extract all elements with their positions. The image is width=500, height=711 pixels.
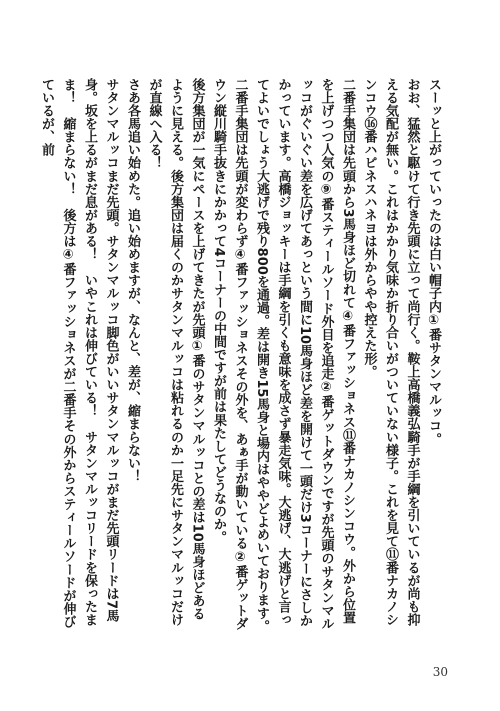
paragraph-6: さあ各馬追い始めた。追い始めますが、なんと、差が、縮まらない！ [125, 78, 140, 483]
paragraph-1: スーッと上がっていったのは白い帽子内①番サタンマルッコ。 [426, 78, 441, 446]
paragraph-7: サタンマルッコまだ先頭。サタンマルッコ脚色がいいサタンマルッコがまだ先頭リードは7馬身。坂を上るがまだ息がある！ いやこれは伸びている！ サタンマルッコリードを保ったまま！ 縮まらない！ 後方は④番ファッショネスが二番手その外からスティールソードが伸びているが、前 [39, 78, 119, 629]
page-number: 30 [432, 665, 448, 679]
paragraph-2: おお、猛然と駆けて行き先頭に立って尚行く。鞍上高橋義弘騎手が手綱を引いているが尚も抑える気配が無い。これはかかり気味か折り合いがついていない様子。これを見て⑪番ナカノシンコウ⑯番ハピネスハネヨは外からやや控えた形。 [361, 78, 420, 627]
vertical-text-body [36, 78, 445, 633]
paragraph-5: 後方集団が一気にペースを上げてきたが先頭①番のサタンマルッコとの差は10馬身ほどあるように見える。後方集団は届くのかサタンマルッコは粘れるのか一足先にサタンマルッコだけが直線へ入る！ [146, 78, 205, 627]
paragraph-3: 二番手集団は先頭から3馬身ほど切れて④番ファッショネス⑪番ナカノシンコウ。外から位置を上げつつ人気の⑨番スティールソード外目を追走②番ゲットダウンですが先頭のサタンマルッコがぐいぐい差を広げてあっという間に10馬身ほど差を開けて一頭だけ3コーナーにさしかかっています。高橋ジョッキーは手綱を引くも意味を成さず暴走気味。大逃げ、大逃げと言ってよいでしょう大逃げで残り800を通過。差は開き15馬身と場内はややどよめいております。 [254, 78, 355, 633]
paragraph-4: 二番手集団は先頭が変わらず④番ファッショネスその外を、あぁ手が動いている②番ゲットダウン縦川騎手抜きにかかって4コーナーの中間ですが前は果たしてどうなのか。 [211, 78, 248, 631]
